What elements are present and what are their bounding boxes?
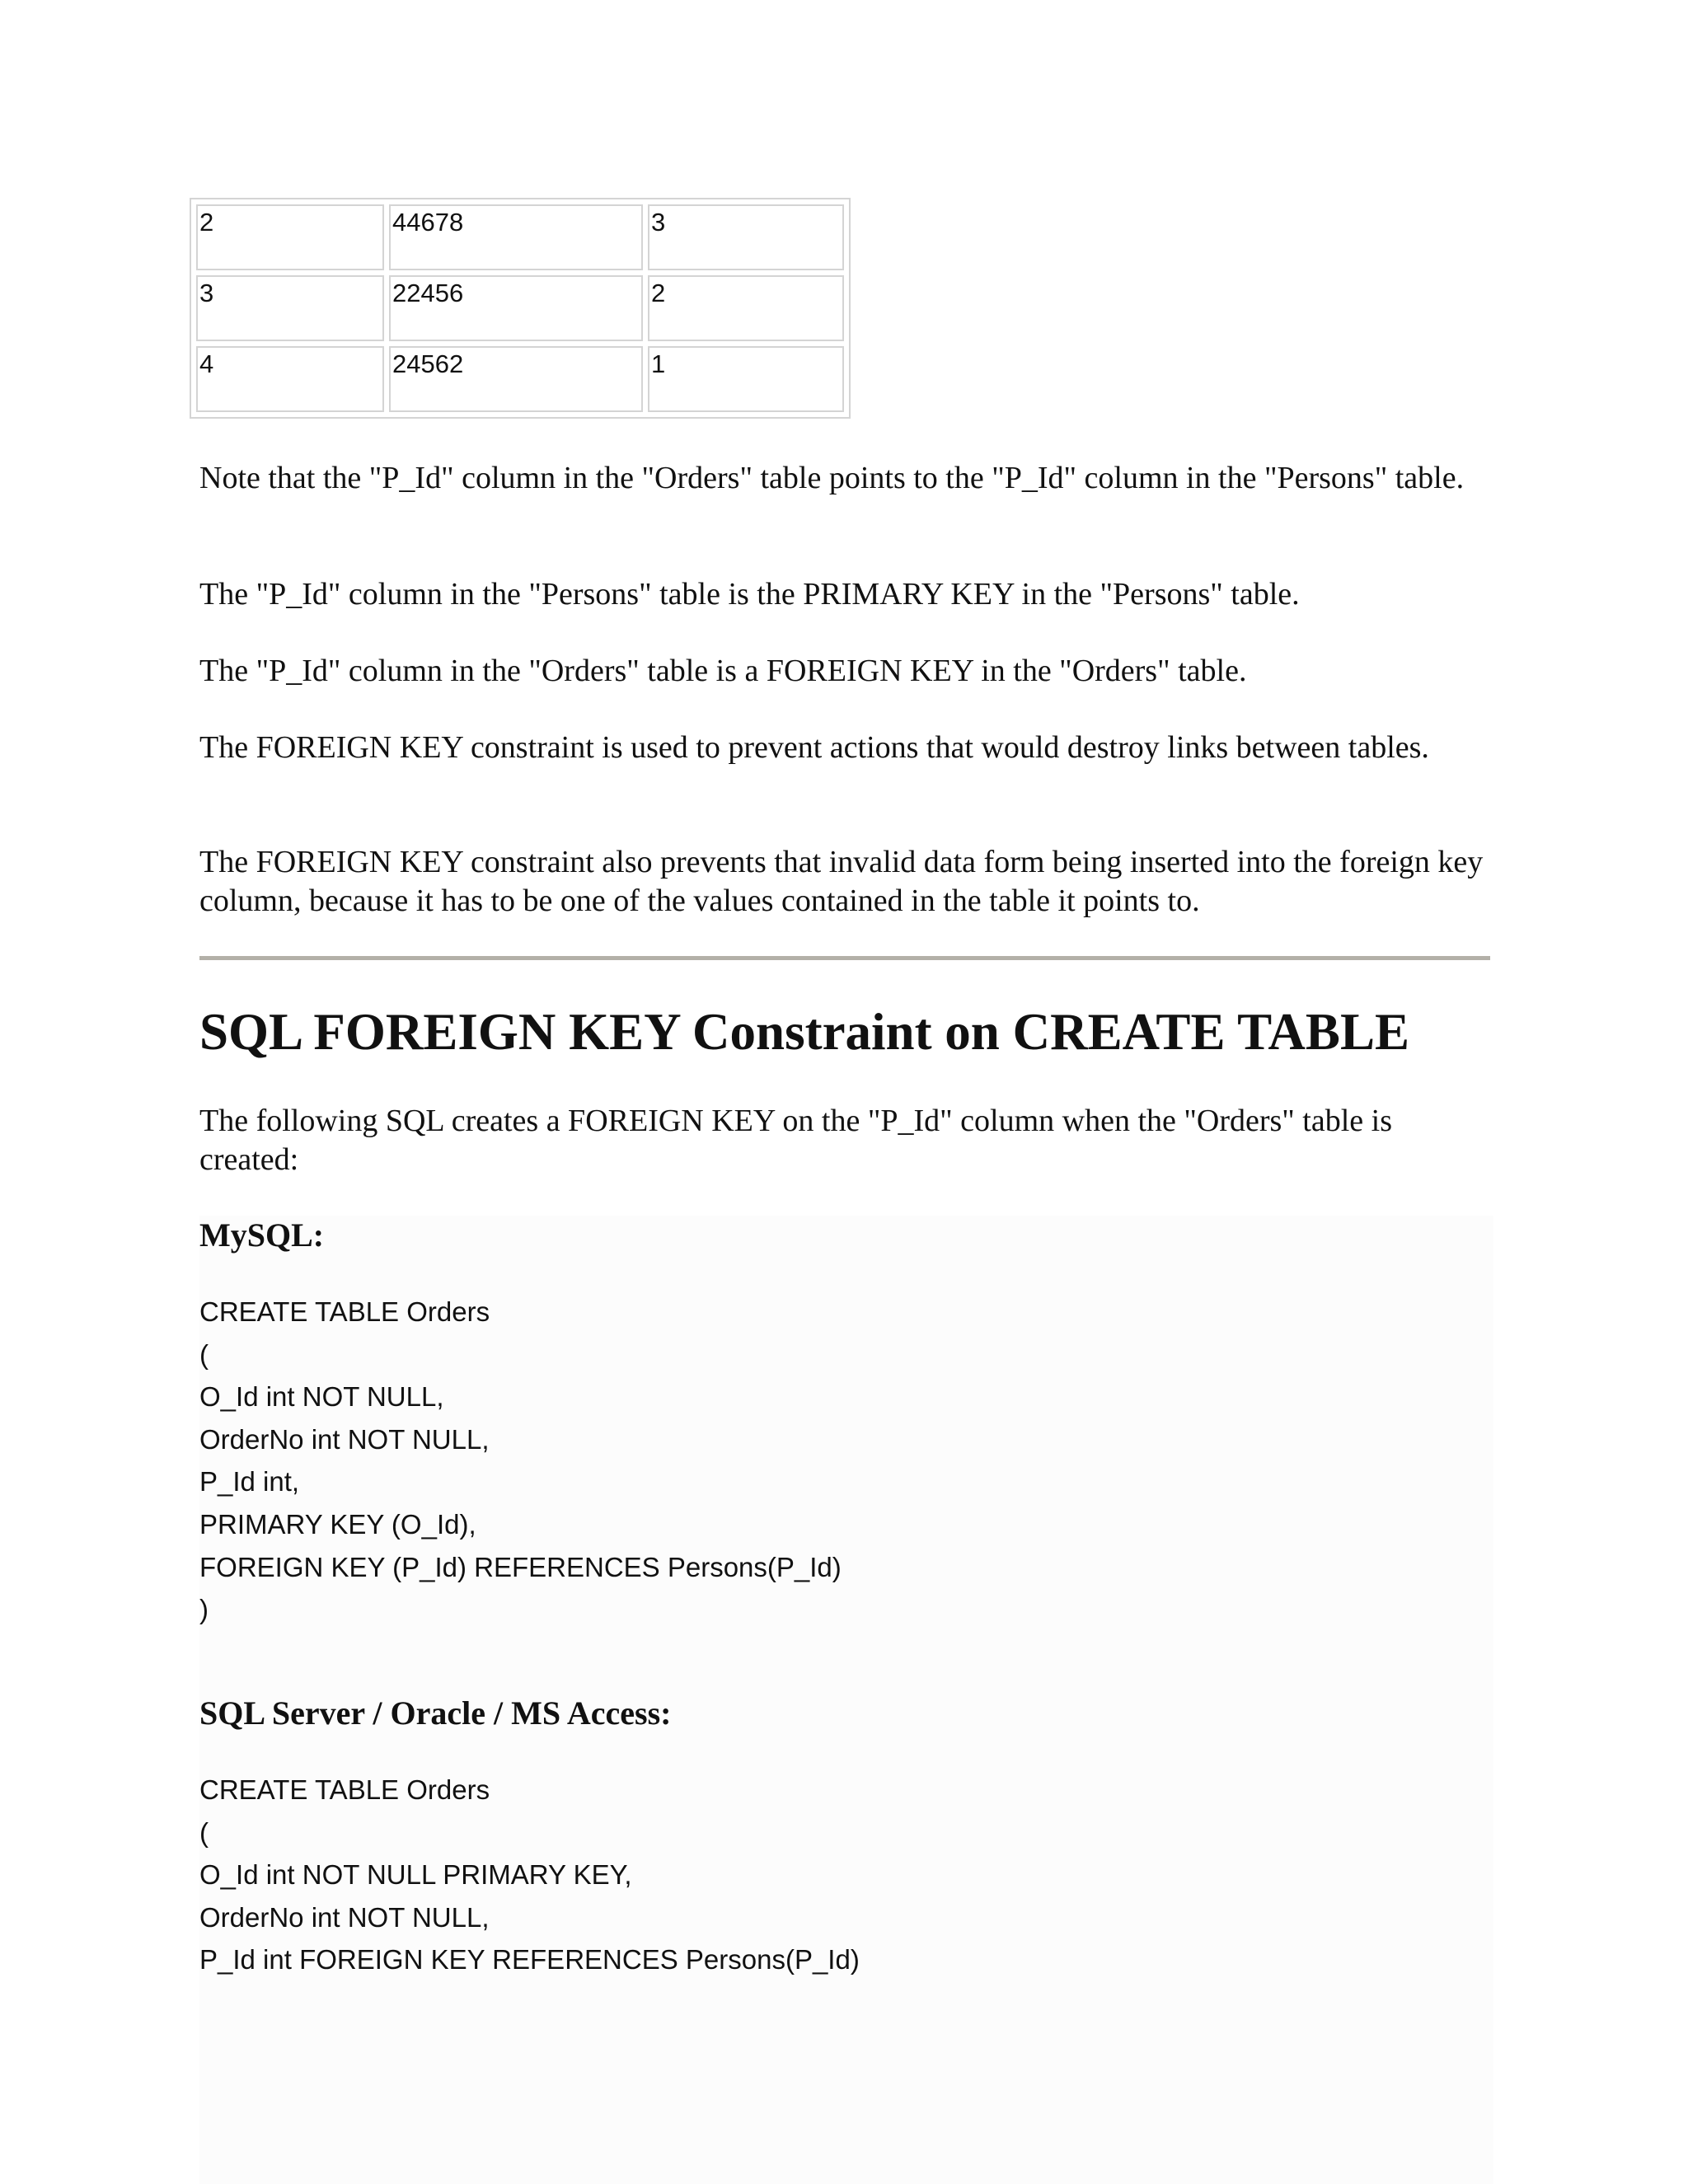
- table-cell: 2: [196, 204, 384, 270]
- horizontal-divider: [199, 956, 1490, 960]
- sqlserver-label: SQL Server / Oracle / MS Access:: [199, 1694, 672, 1732]
- table-row: [196, 275, 844, 341]
- mysql-label: MySQL:: [199, 1216, 325, 1254]
- table-cell: 1: [648, 346, 844, 412]
- code-line: (: [199, 1338, 209, 1370]
- section-title: SQL FOREIGN KEY Constraint on CREATE TABLE: [199, 1003, 1409, 1061]
- table-row: [196, 204, 844, 270]
- code-line: P_Id int FOREIGN KEY REFERENCES Persons(P_Id): [199, 1944, 860, 1975]
- code-line: (: [199, 1816, 209, 1848]
- prevent-actions-paragraph: The FOREIGN KEY constraint is used to prevent actions that would destroy links between tables.: [199, 730, 1429, 765]
- table-cell: 22456: [389, 275, 643, 341]
- code-line: ): [199, 1594, 209, 1625]
- primary-key-paragraph: The "P_Id" column in the "Persons" table is the PRIMARY KEY in the "Persons" table.: [199, 577, 1300, 612]
- code-line: OrderNo int NOT NULL,: [199, 1423, 490, 1455]
- table-cell: 4: [196, 346, 384, 412]
- table-cell: 2: [648, 275, 844, 341]
- code-line: OrderNo int NOT NULL,: [199, 1901, 490, 1933]
- code-line: P_Id int,: [199, 1466, 300, 1497]
- code-line: O_Id int NOT NULL,: [199, 1381, 444, 1413]
- code-line: CREATE TABLE Orders: [199, 1296, 490, 1327]
- foreign-key-paragraph: The "P_Id" column in the "Orders" table is a FOREIGN KEY in the "Orders" table.: [199, 654, 1247, 688]
- table-cell: 3: [196, 275, 384, 341]
- code-line: CREATE TABLE Orders: [199, 1774, 490, 1805]
- prevent-invalid-paragraph: The FOREIGN KEY constraint also prevents that invalid data form being inserted into the foreign key column, because it has to be one of the values contained in the table it points to.: [199, 845, 1484, 918]
- code-line: PRIMARY KEY (O_Id),: [199, 1508, 476, 1540]
- sqlserver-code-block: [199, 1769, 860, 1981]
- table-row: [196, 346, 844, 412]
- table-cell: 24562: [389, 346, 643, 412]
- code-line: FOREIGN KEY (P_Id) REFERENCES Persons(P_Id): [199, 1551, 842, 1582]
- table-cell: 3: [648, 204, 844, 270]
- mysql-code-block: [199, 1291, 842, 1631]
- table-cell: 44678: [389, 204, 643, 270]
- orders-table: [190, 198, 851, 419]
- section-intro: The following SQL creates a FOREIGN KEY on the "P_Id" column when the "Orders" table is created:: [199, 1104, 1392, 1177]
- code-line: O_Id int NOT NULL PRIMARY KEY,: [199, 1859, 632, 1891]
- note-paragraph: Note that the "P_Id" column in the "Orders" table points to the "P_Id" column in the "Persons" table.: [199, 461, 1465, 495]
